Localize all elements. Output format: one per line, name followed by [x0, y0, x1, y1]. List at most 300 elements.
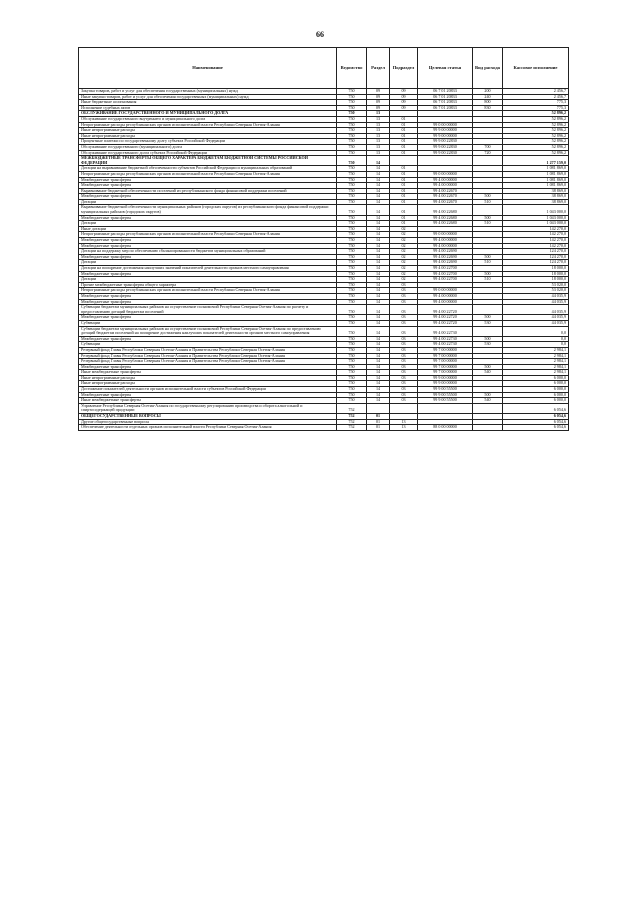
cell-target: 99 7 00 00000 [418, 359, 473, 365]
cell-name: Субвенции [79, 342, 337, 348]
cell-target: 99 9 00 00000 [418, 381, 473, 387]
cell-target: 99 7 00 00000 [418, 353, 473, 359]
cell-amount: 6 000,0 [503, 381, 569, 387]
cell-amount: 775,3 [503, 100, 569, 106]
cell-dept: 750 [337, 288, 367, 294]
cell-dept: 750 [337, 370, 367, 376]
cell-name: Межбюджетные трансферты [79, 392, 337, 398]
cell-dept: 750 [337, 364, 367, 370]
cell-name: Другие общегосударственные вопросы [79, 419, 337, 425]
cell-target: 99 4 00 22690 [418, 249, 473, 255]
cell-exp-type: 500 [473, 392, 503, 398]
cell-exp-type: 500 [473, 194, 503, 200]
cell-section: 14 [367, 266, 390, 272]
cell-target: 99 4 00 00000 [418, 183, 473, 189]
cell-target: 99 9 00 22830 [418, 144, 473, 150]
cell-dept: 750 [337, 260, 367, 266]
cell-section: 14 [367, 221, 390, 227]
cell-subsection: 03 [390, 336, 418, 342]
cell-amount: 1 043 000,0 [503, 221, 569, 227]
cell-section: 13 [367, 122, 390, 128]
cell-section: 14 [367, 398, 390, 404]
cell-section: 14 [367, 342, 390, 348]
cell-section: 14 [367, 199, 390, 205]
cell-section: 14 [367, 226, 390, 232]
cell-subsection: 02 [390, 226, 418, 232]
cell-dept: 750 [337, 89, 367, 95]
cell-section: 14 [367, 288, 390, 294]
cell-section: 14 [367, 282, 390, 288]
cell-section: 13 [367, 133, 390, 139]
cell-amount: 6 054,6 [503, 414, 569, 420]
cell-subsection: 02 [390, 254, 418, 260]
cell-section: 09 [367, 105, 390, 111]
cell-name: Управление Республики Северная Осетия-Алания по государственному регулированию производства и оборота алкогольной и спиртосодержащей продукции [79, 403, 337, 413]
cell-name: Межбюджетные трансферты [79, 315, 337, 321]
cell-subsection: 01 [390, 221, 418, 227]
cell-target: 99 4 00 22720 [418, 305, 473, 315]
table-row [79, 305, 569, 315]
cell-subsection: 03 [390, 320, 418, 326]
cell-section: 01 [367, 414, 390, 420]
cell-target: 99 4 00 22670 [418, 199, 473, 205]
cell-amount: 18 000,0 [503, 266, 569, 272]
cell-section: 14 [367, 215, 390, 221]
cell-amount: 38 869,0 [503, 199, 569, 205]
cell-section: 14 [367, 320, 390, 326]
cell-subsection: 03 [390, 299, 418, 305]
cell-dept: 750 [337, 359, 367, 365]
cell-exp-type: 510 [473, 260, 503, 266]
cell-section: 14 [367, 364, 390, 370]
cell-dept: 750 [337, 336, 367, 342]
cell-name: Обслуживание государственного внутреннего и муниципального долга [79, 116, 337, 122]
cell-amount: 52 896,2 [503, 144, 569, 150]
cell-target [418, 403, 473, 413]
cell-exp-type: 530 [473, 320, 503, 326]
cell-subsection: 09 [390, 94, 418, 100]
cell-subsection: 02 [390, 238, 418, 244]
cell-exp-type [473, 403, 503, 413]
cell-target: 99 4 00 22730 [418, 336, 473, 342]
cell-exp-type [473, 156, 503, 166]
cell-name: Обслуживание государственного (муниципального) долга [79, 144, 337, 150]
cell-exp-type: 500 [473, 315, 503, 321]
cell-subsection: 01 [390, 194, 418, 200]
cell-target: 99 9 00 00000 [418, 375, 473, 381]
cell-target: 99 9 00 55500 [418, 387, 473, 393]
cell-target: 99 4 00 22730 [418, 326, 473, 336]
cell-name: Дотации [79, 260, 337, 266]
cell-exp-type [473, 205, 503, 215]
cell-target: 99 4 00 00000 [418, 243, 473, 249]
cell-name: Иные непрограммные расходы [79, 381, 337, 387]
cell-target: 88 0 00 00000 [418, 425, 473, 431]
cell-amount: 2 984,1 [503, 353, 569, 359]
cell-section: 14 [367, 277, 390, 283]
cell-subsection: 03 [390, 326, 418, 336]
cell-amount: 18 000,0 [503, 271, 569, 277]
cell-section: 14 [367, 194, 390, 200]
cell-dept: 752 [337, 414, 367, 420]
table-row [79, 326, 569, 336]
cell-section: 14 [367, 305, 390, 315]
cell-section: 14 [367, 249, 390, 255]
cell-section: 13 [367, 150, 390, 156]
cell-section: 14 [367, 336, 390, 342]
cell-subsection: 02 [390, 243, 418, 249]
cell-target: 99 4 00 22680 [418, 215, 473, 221]
cell-target: 99 4 00 22700 [418, 266, 473, 272]
cell-section: 14 [367, 293, 390, 299]
cell-exp-type: 200 [473, 89, 503, 95]
cell-dept: 750 [337, 387, 367, 393]
cell-dept: 750 [337, 94, 367, 100]
cell-target: 06 7 01 20833 [418, 94, 473, 100]
cell-exp-type: 500 [473, 336, 503, 342]
cell-dept: 750 [337, 326, 367, 336]
cell-subsection: 01 [390, 116, 418, 122]
cell-exp-type: 720 [473, 150, 503, 156]
cell-section: 14 [367, 347, 390, 353]
cell-subsection: 03 [390, 347, 418, 353]
cell-amount: 53 020,0 [503, 282, 569, 288]
cell-name: Иные межбюджетные трансферты [79, 398, 337, 404]
cell-amount: 6 000,0 [503, 392, 569, 398]
cell-name: Дотации на выравнивание бюджетной обеспеченности субъектов Российской Федерации и муниципальных образований [79, 166, 337, 172]
cell-target: 99 4 00 22700 [418, 277, 473, 283]
cell-section: 14 [367, 232, 390, 238]
cell-name: Дотации [79, 277, 337, 283]
cell-section: 14 [367, 183, 390, 189]
cell-dept: 750 [337, 277, 367, 283]
cell-name: Резервный фонд Главы Республики Северная Осетия-Алания и Правительства Республики Северная Осетия-Алания [79, 347, 337, 353]
header-subsection: Подраздел [390, 48, 418, 89]
cell-amount: 44 035,9 [503, 315, 569, 321]
cell-target: 99 0 00 00000 [418, 122, 473, 128]
cell-subsection: 01 [390, 188, 418, 194]
cell-subsection: 03 [390, 305, 418, 315]
cell-subsection: 03 [390, 353, 418, 359]
cell-amount: 2 984,1 [503, 359, 569, 365]
cell-target: 99 9 00 55500 [418, 392, 473, 398]
cell-section: 13 [367, 116, 390, 122]
cell-exp-type: 240 [473, 94, 503, 100]
cell-target: 99 0 00 00000 [418, 171, 473, 177]
cell-target: 99 7 00 00000 [418, 364, 473, 370]
cell-subsection: 01 [390, 183, 418, 189]
cell-name: Межбюджетные трансферты [79, 238, 337, 244]
cell-target: 06 7 01 20833 [418, 100, 473, 106]
cell-name: Межбюджетные трансферты [79, 271, 337, 277]
cell-amount: 44 035,9 [503, 293, 569, 299]
cell-dept: 750 [337, 199, 367, 205]
cell-name: Межбюджетные трансферты [79, 183, 337, 189]
cell-amount: 1 081 869,0 [503, 177, 569, 183]
cell-amount: 775,3 [503, 105, 569, 111]
cell-dept: 750 [337, 305, 367, 315]
cell-section: 14 [367, 205, 390, 215]
cell-subsection: 01 [390, 171, 418, 177]
cell-section: 09 [367, 89, 390, 95]
cell-amount: 2 456,7 [503, 94, 569, 100]
cell-section: 13 [367, 111, 390, 117]
cell-section: 14 [367, 166, 390, 172]
cell-section: 14 [367, 299, 390, 305]
cell-target: 99 4 00 22680 [418, 221, 473, 227]
cell-exp-type: 510 [473, 199, 503, 205]
cell-dept: 750 [337, 221, 367, 227]
cell-exp-type: 510 [473, 221, 503, 227]
cell-dept: 750 [337, 111, 367, 117]
cell-subsection: 03 [390, 370, 418, 376]
cell-target: 99 4 00 22720 [418, 320, 473, 326]
cell-exp-type: 500 [473, 271, 503, 277]
cell-target: 99 9 00 22830 [418, 150, 473, 156]
cell-subsection: 09 [390, 105, 418, 111]
cell-amount: 0,0 [503, 342, 569, 348]
cell-amount: 44 035,9 [503, 305, 569, 315]
cell-amount: 6 000,0 [503, 387, 569, 393]
cell-section: 14 [367, 315, 390, 321]
cell-dept: 750 [337, 166, 367, 172]
cell-amount: 18 000,0 [503, 277, 569, 283]
cell-target: 99 4 00 00000 [418, 299, 473, 305]
cell-subsection: 01 [390, 177, 418, 183]
cell-name: Достижение показателей деятельности органов исполнительной власти субъектов Российской Федерации [79, 387, 337, 393]
cell-amount: 52 896,2 [503, 139, 569, 145]
cell-dept: 750 [337, 381, 367, 387]
cell-section: 14 [367, 271, 390, 277]
cell-target: 06 7 01 20833 [418, 89, 473, 95]
cell-amount: 2 456,7 [503, 89, 569, 95]
cell-name: Иные межбюджетные трансферты [79, 370, 337, 376]
cell-dept: 750 [337, 116, 367, 122]
cell-dept: 750 [337, 226, 367, 232]
cell-amount: 6 054,6 [503, 403, 569, 413]
cell-section: 01 [367, 419, 390, 425]
cell-name: ОБСЛУЖИВАНИЕ ГОСУДАРСТВЕННОГО И МУНИЦИПАЛЬНОГО ДОЛГА [79, 111, 337, 117]
cell-name: Межбюджетные трансферты [79, 243, 337, 249]
cell-name: Иные бюджетные ассигнования [79, 100, 337, 106]
cell-subsection: 03 [390, 398, 418, 404]
cell-subsection: 01 [390, 133, 418, 139]
cell-dept: 750 [337, 150, 367, 156]
cell-dept: 750 [337, 249, 367, 255]
cell-section: 14 [367, 243, 390, 249]
cell-section: 14 [367, 359, 390, 365]
cell-section: 13 [367, 144, 390, 150]
cell-amount: 2 984,1 [503, 364, 569, 370]
cell-amount: 52 896,2 [503, 128, 569, 134]
cell-amount: 53 020,0 [503, 288, 569, 294]
cell-target: 99 4 00 22700 [418, 271, 473, 277]
cell-amount: 142 270,0 [503, 243, 569, 249]
cell-target: 99 0 00 00000 [418, 288, 473, 294]
cell-name: Субвенции бюджетам муниципальных районов на осуществление полномочий Республики Северная Осетия-Алания по расчету и предоставлению дотаций бюджетам поселений [79, 305, 337, 315]
cell-amount: 52 896,2 [503, 111, 569, 117]
cell-name: ОБЩЕГОСУДАРСТВЕННЫЕ ВОПРОСЫ [79, 414, 337, 420]
cell-section: 14 [367, 238, 390, 244]
cell-amount: 38 869,0 [503, 194, 569, 200]
cell-amount: 1 277 159,0 [503, 156, 569, 166]
cell-dept: 750 [337, 100, 367, 106]
cell-subsection: 03 [390, 387, 418, 393]
cell-section: 14 [367, 188, 390, 194]
cell-dept: 752 [337, 403, 367, 413]
cell-exp-type: 500 [473, 215, 503, 221]
cell-name: Непрограммные расходы республиканских органов исполнительной власти Республики Северная Осетия-Алания [79, 171, 337, 177]
cell-subsection: 01 [390, 150, 418, 156]
cell-subsection: 09 [390, 89, 418, 95]
cell-target: 99 4 00 22680 [418, 205, 473, 215]
cell-dept: 750 [337, 293, 367, 299]
cell-subsection: 01 [390, 215, 418, 221]
cell-name: Иные непрограммные расходы [79, 375, 337, 381]
cell-subsection: 01 [390, 122, 418, 128]
cell-subsection [390, 403, 418, 413]
cell-subsection: 01 [390, 139, 418, 145]
table-row [79, 205, 569, 215]
cell-section: 14 [367, 260, 390, 266]
cell-name: Межбюджетные трансферты [79, 215, 337, 221]
cell-subsection: 03 [390, 315, 418, 321]
cell-target: 99 4 00 22670 [418, 188, 473, 194]
cell-dept: 750 [337, 128, 367, 134]
cell-exp-type [473, 305, 503, 315]
cell-name: Субвенции [79, 320, 337, 326]
cell-section: 14 [367, 392, 390, 398]
cell-subsection: 03 [390, 364, 418, 370]
cell-exp-type: 540 [473, 398, 503, 404]
cell-dept: 750 [337, 215, 367, 221]
cell-section: 14 [367, 254, 390, 260]
cell-target: 99 7 00 00000 [418, 370, 473, 376]
cell-name: Выравнивание бюджетной обеспеченности муниципальных районов (городских округов) из республиканского фонда финансовой поддержки муниципальных районов (городских округов) [79, 205, 337, 215]
cell-name: МЕЖБЮДЖЕТНЫЕ ТРАНСФЕРТЫ ОБЩЕГО ХАРАКТЕРА БЮДЖЕТАМ БЮДЖЕТНОЙ СИСТЕМЫ РОССИЙСКОЙ ФЕДЕРАЦИИ [79, 156, 337, 166]
cell-subsection: 01 [390, 199, 418, 205]
cell-amount: 1 081 869,0 [503, 166, 569, 172]
cell-subsection: 01 [390, 205, 418, 215]
cell-name: Иные дотации [79, 226, 337, 232]
cell-exp-type: 800 [473, 100, 503, 106]
cell-dept: 750 [337, 171, 367, 177]
table-row [79, 403, 569, 413]
cell-amount: 6 054,6 [503, 425, 569, 431]
cell-target: 99 4 00 00000 [418, 293, 473, 299]
cell-section: 14 [367, 171, 390, 177]
table-body [79, 89, 569, 431]
cell-target: 06 7 01 20833 [418, 105, 473, 111]
cell-dept: 750 [337, 144, 367, 150]
cell-name: Непрограммные расходы республиканских органов исполнительной власти Республики Северная Осетия-Алания [79, 232, 337, 238]
cell-amount: 142 270,0 [503, 232, 569, 238]
cell-amount: 38 869,0 [503, 188, 569, 194]
cell-dept: 752 [337, 419, 367, 425]
cell-target: 99 4 00 22720 [418, 315, 473, 321]
cell-section: 14 [367, 375, 390, 381]
cell-dept: 750 [337, 375, 367, 381]
cell-subsection [390, 156, 418, 166]
cell-amount: 52 896,2 [503, 122, 569, 128]
cell-name: Межбюджетные трансферты [79, 336, 337, 342]
cell-dept: 750 [337, 188, 367, 194]
cell-dept: 750 [337, 299, 367, 305]
cell-section: 14 [367, 326, 390, 336]
cell-name: Прочие межбюджетные трансферты общего характера [79, 282, 337, 288]
cell-subsection: 01 [390, 128, 418, 134]
cell-name: Межбюджетные трансферты [79, 194, 337, 200]
cell-name: Межбюджетные трансферты [79, 254, 337, 260]
cell-dept: 750 [337, 342, 367, 348]
cell-name: Иные непрограммные расходы [79, 133, 337, 139]
cell-dept: 752 [337, 425, 367, 431]
header-name: Наименование [79, 48, 337, 89]
cell-name: Иные закупки товаров, работ и услуг для обеспечения государственных (муниципальных) нужд [79, 94, 337, 100]
cell-dept: 750 [337, 232, 367, 238]
header-section: Раздел [367, 48, 390, 89]
cell-subsection: 03 [390, 288, 418, 294]
cell-target: 99 9 00 55500 [418, 398, 473, 404]
cell-amount: 1 081 869,0 [503, 171, 569, 177]
cell-amount: 44 035,9 [503, 320, 569, 326]
table-header-row [79, 48, 569, 89]
cell-subsection: 03 [390, 293, 418, 299]
cell-dept: 750 [337, 320, 367, 326]
cell-name: Обслуживание государственного долга субъекта Российской Федерации [79, 150, 337, 156]
cell-dept: 750 [337, 254, 367, 260]
cell-section: 14 [367, 370, 390, 376]
cell-dept: 750 [337, 183, 367, 189]
cell-section: 14 [367, 387, 390, 393]
cell-dept: 750 [337, 105, 367, 111]
cell-name: Межбюджетные трансферты [79, 293, 337, 299]
cell-amount: 1 081 869,0 [503, 183, 569, 189]
cell-section: 09 [367, 100, 390, 106]
cell-subsection: 02 [390, 277, 418, 283]
budget-table [78, 47, 569, 431]
cell-dept: 750 [337, 177, 367, 183]
cell-subsection: 03 [390, 359, 418, 365]
cell-target: 99 4 00 00000 [418, 177, 473, 183]
cell-dept: 750 [337, 266, 367, 272]
cell-exp-type [473, 425, 503, 431]
cell-name: Дотации на поддержку мер по обеспечению сбалансированности бюджетов муниципальных образований [79, 249, 337, 255]
cell-section: 09 [367, 94, 390, 100]
header-amount: Кассовое исполнение [503, 48, 569, 89]
cell-amount: 142 270,0 [503, 238, 569, 244]
cell-name: Субвенции бюджетам муниципальных районов на осуществление полномочий Республики Северная Осетия-Алания по предоставлению дотаций бюджетам поселений на поощрение достижения наилучших показателей деятельности органов местного самоуправления [79, 326, 337, 336]
cell-name: Процентные платежи по государственному долгу субъекта Российской Федерации [79, 139, 337, 145]
cell-section: 13 [367, 139, 390, 145]
cell-dept: 750 [337, 238, 367, 244]
cell-name: Обеспечение деятельности отдельных органов исполнительной власти Республики Северная Осетия-Алания [79, 425, 337, 431]
cell-subsection: 02 [390, 271, 418, 277]
cell-target: 99 7 00 00000 [418, 347, 473, 353]
page-number: 66 [316, 30, 324, 39]
cell-exp-type: 510 [473, 277, 503, 283]
cell-amount: 6 000,0 [503, 375, 569, 381]
cell-subsection: 01 [390, 166, 418, 172]
cell-dept: 750 [337, 205, 367, 215]
cell-subsection: 13 [390, 419, 418, 425]
cell-subsection: 03 [390, 392, 418, 398]
cell-dept: 750 [337, 392, 367, 398]
cell-name: Дотации на поощрение достижения наилучших значений показателей деятельности органов местного самоуправления [79, 266, 337, 272]
cell-dept: 750 [337, 194, 367, 200]
cell-exp-type: 500 [473, 364, 503, 370]
cell-exp-type: 530 [473, 342, 503, 348]
